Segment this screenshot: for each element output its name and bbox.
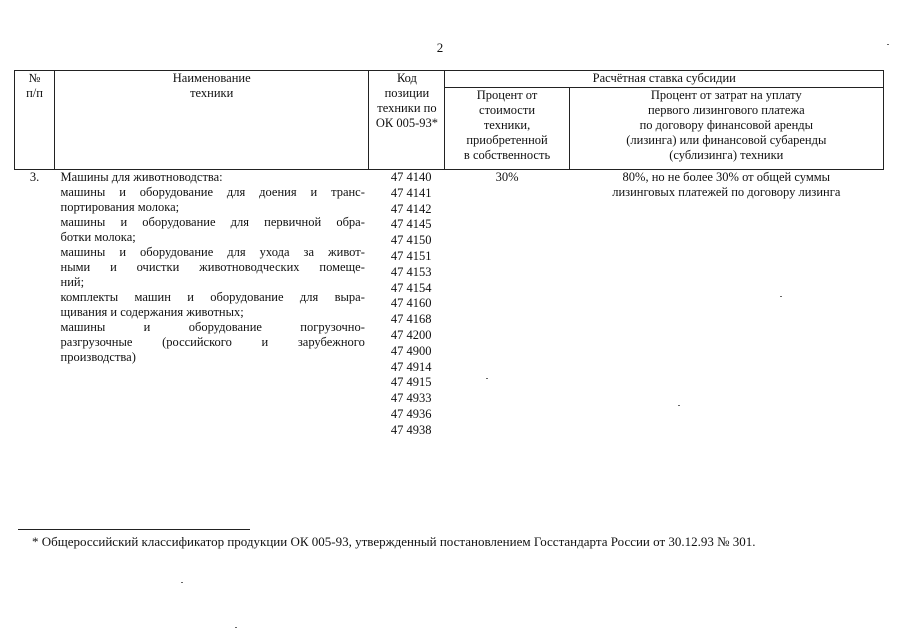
scan-speck [887, 44, 889, 45]
header-pct-leasing-line: по договору финансовой аренды [639, 118, 814, 133]
code-value: 47 4160 [390, 296, 432, 311]
scan-speck [678, 405, 680, 406]
footnote-divider [18, 529, 250, 530]
header-rate-group: Расчётная ставка субсидии [445, 71, 884, 88]
name-line: производства) [60, 350, 136, 364]
code-value: 47 4168 [390, 312, 432, 327]
header-code [369, 71, 445, 170]
row-name [55, 170, 369, 439]
code-value: 47 4154 [390, 280, 432, 295]
footnote: * Общероссийский классификатор продукции ОК 005-93, утвержденный постановлением Госстандарта России от 30.12.93 № 301. [32, 534, 756, 549]
code-value: 47 4938 [390, 422, 432, 437]
name-line: щивания и содержания животных; [60, 305, 244, 319]
code-value: 47 4914 [390, 359, 432, 374]
scan-speck [181, 582, 183, 583]
header-pct-leasing [569, 88, 883, 170]
scan-speck [780, 296, 782, 297]
name-line: разгрузочные (российского и зарубежного [60, 335, 365, 349]
header-pct-cost [445, 88, 569, 170]
header-code-line: позиции [384, 86, 430, 100]
page-number: 2 [436, 40, 444, 55]
code-value: 47 4140 [390, 170, 432, 184]
header-num-line: № [28, 71, 41, 85]
code-value: 47 4150 [390, 233, 432, 248]
code-value: 47 4915 [390, 375, 432, 390]
row-pct-cost: 30% [495, 170, 519, 184]
row-codes [369, 170, 445, 439]
header-name-line: Наименование [172, 71, 251, 85]
header-num-line: п/п [26, 86, 43, 100]
name-line: машины и оборудование для доения и транс- [60, 185, 365, 199]
header-pct-cost-line: стоимости [479, 103, 536, 118]
code-value: 47 4153 [390, 264, 432, 279]
header-name [55, 71, 369, 170]
code-value: 47 4200 [390, 327, 432, 342]
header-pct-cost-line: техники, [483, 118, 531, 133]
code-value: 47 4151 [390, 248, 432, 263]
header-pct-cost-line: Процент от [476, 88, 538, 103]
header-code-line: ОК 005-93* [375, 116, 438, 130]
code-value: 47 4936 [390, 406, 432, 421]
header-code-line: Код [396, 71, 417, 85]
scan-speck [486, 378, 488, 379]
name-line: ботки молока; [60, 230, 136, 244]
name-line: Машины для животноводства: [60, 170, 223, 184]
name-line: машины и оборудование для ухода за живот- [60, 245, 365, 259]
header-pct-cost-line: приобретенной [466, 133, 548, 148]
header-pct-leasing-line: Процент от затрат на уплату [650, 88, 802, 103]
pct-leasing-line: 80%, но не более 30% от общей суммы [622, 170, 831, 184]
code-value: 47 4145 [390, 217, 432, 232]
header-code-line: техники по [377, 101, 437, 115]
code-value: 47 4142 [390, 201, 432, 216]
code-value: 47 4141 [390, 185, 432, 200]
scan-speck [235, 627, 237, 628]
name-line: портирования молока; [60, 200, 180, 214]
row-pct-leasing [569, 170, 883, 439]
header-name-line: техники [190, 86, 234, 100]
code-value: 47 4900 [390, 343, 432, 358]
name-line: комплекты машин и оборудование для выра- [60, 290, 365, 304]
code-value: 47 4933 [390, 391, 432, 406]
header-num [15, 71, 55, 170]
header-pct-leasing-line: (лизинга) или финансовой субаренды [626, 133, 827, 148]
header-pct-leasing-line: первого лизингового платежа [647, 103, 805, 118]
row-number: 3. [29, 170, 40, 184]
header-pct-cost-line: в собственность [463, 148, 551, 163]
table-row [15, 170, 884, 439]
pct-leasing-line: лизинговых платежей по договору лизинга [612, 185, 841, 199]
header-pct-leasing-line: (сублизинга) техники [669, 148, 784, 163]
subsidy-table [14, 70, 884, 439]
name-line: ными и очистки животноводческих помеще- [60, 260, 365, 274]
name-line: ний; [60, 275, 85, 289]
name-line: машины и оборудование для первичной обра- [60, 215, 365, 229]
name-line: машины и оборудование погрузочно- [60, 320, 365, 334]
